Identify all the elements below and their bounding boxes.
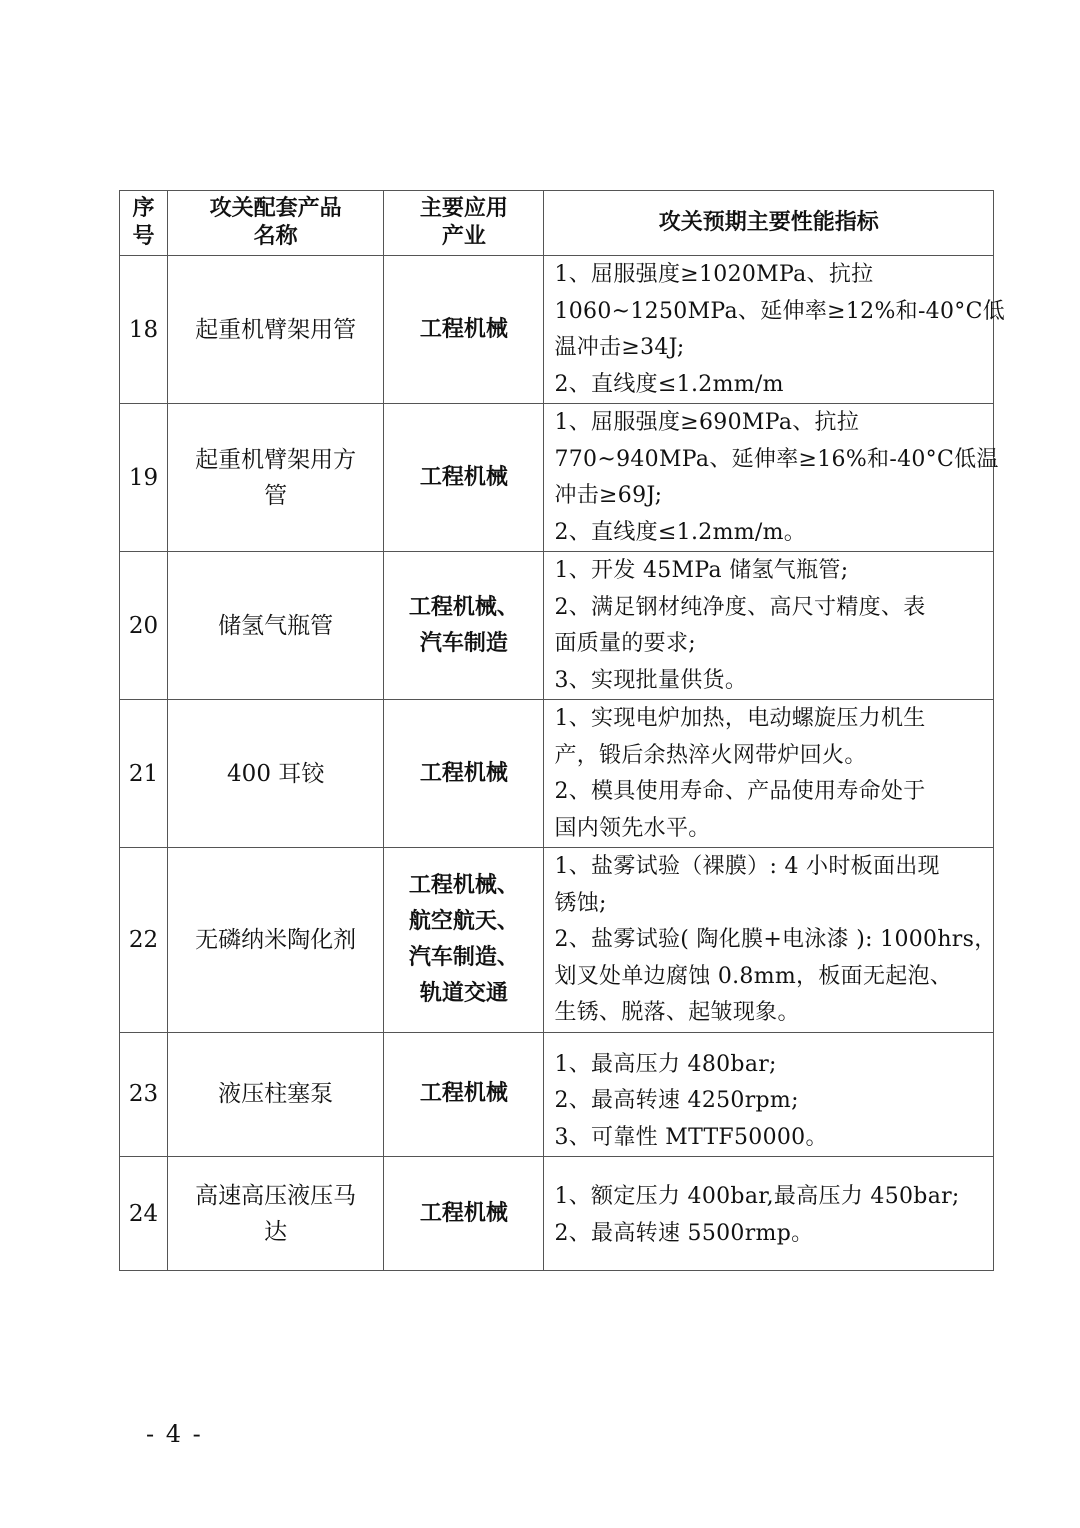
page-number: - 4 - bbox=[146, 1420, 203, 1448]
table-row bbox=[120, 700, 994, 848]
row-number: 18 bbox=[120, 256, 168, 404]
row-number: 23 bbox=[120, 1032, 168, 1157]
product-name: 高速高压液压马 达 bbox=[168, 1157, 384, 1271]
product-name: 起重机臂架用方 管 bbox=[168, 404, 384, 552]
row-number: 24 bbox=[120, 1157, 168, 1271]
performance-spec: 1、屈服强度≥690MPa、抗拉 770~940MPa、延伸率≥16%和-40°C低温 冲击≥69J; 2、直线度≤1.2mm/m。 bbox=[544, 404, 994, 552]
spec-table bbox=[119, 190, 1006, 1271]
product-name: 储氢气瓶管 bbox=[168, 552, 384, 700]
header-industry: 主要应用 产业 bbox=[384, 191, 544, 256]
header-no: 序 号 bbox=[120, 191, 168, 256]
industry: 工程机械 bbox=[384, 1032, 544, 1157]
performance-spec: 1、盐雾试验（裸膜）: 4 小时板面出现 锈蚀; 2、盐雾试验( 陶化膜+电泳漆 ): 1000hrs， 划叉处单边腐蚀 0.8mm，板面无起泡、 生锈、脱落、起皱现象。 bbox=[544, 848, 994, 1033]
performance-spec: 1、实现电炉加热，电动螺旋压力机生 产，锻后余热淬火网带炉回火。 2、模具使用寿命、产品使用寿命处于 国内领先水平。 bbox=[544, 700, 994, 848]
performance-spec: 1、最高压力 480bar; 2、最高转速 4250rpm; 3、可靠性 MTTF50000。 bbox=[544, 1032, 994, 1157]
product-name: 液压柱塞泵 bbox=[168, 1032, 384, 1157]
table-row bbox=[120, 552, 994, 700]
header-performance-spec: 攻关预期主要性能指标 bbox=[544, 191, 994, 256]
table-header-row bbox=[120, 191, 994, 256]
industry: 工程机械、 汽车制造 bbox=[384, 552, 544, 700]
row-number: 22 bbox=[120, 848, 168, 1033]
product-name: 400 耳铰 bbox=[168, 700, 384, 848]
row-number: 20 bbox=[120, 552, 168, 700]
industry: 工程机械 bbox=[384, 1157, 544, 1271]
table-row bbox=[120, 1157, 994, 1271]
industry: 工程机械 bbox=[384, 404, 544, 552]
row-number: 21 bbox=[120, 700, 168, 848]
table-row bbox=[120, 256, 994, 404]
industry: 工程机械、 航空航天、 汽车制造、 轨道交通 bbox=[384, 848, 544, 1033]
performance-spec: 1、屈服强度≥1020MPa、抗拉 1060~1250MPa、延伸率≥12%和-40°C低 温冲击≥34J; 2、直线度≤1.2mm/m bbox=[544, 256, 994, 404]
table-row bbox=[120, 404, 994, 552]
industry: 工程机械 bbox=[384, 700, 544, 848]
performance-spec: 1、开发 45MPa 储氢气瓶管; 2、满足钢材纯净度、高尺寸精度、表 面质量的要求; 3、实现批量供货。 bbox=[544, 552, 994, 700]
product-name: 无磷纳米陶化剂 bbox=[168, 848, 384, 1033]
performance-spec: 1、额定压力 400bar,最高压力 450bar; 2、最高转速 5500rmp。 bbox=[544, 1157, 994, 1271]
product-name: 起重机臂架用管 bbox=[168, 256, 384, 404]
industry: 工程机械 bbox=[384, 256, 544, 404]
table-row bbox=[120, 848, 994, 1033]
row-number: 19 bbox=[120, 404, 168, 552]
header-product-name: 攻关配套产品 名称 bbox=[168, 191, 384, 256]
table-row bbox=[120, 1032, 994, 1157]
